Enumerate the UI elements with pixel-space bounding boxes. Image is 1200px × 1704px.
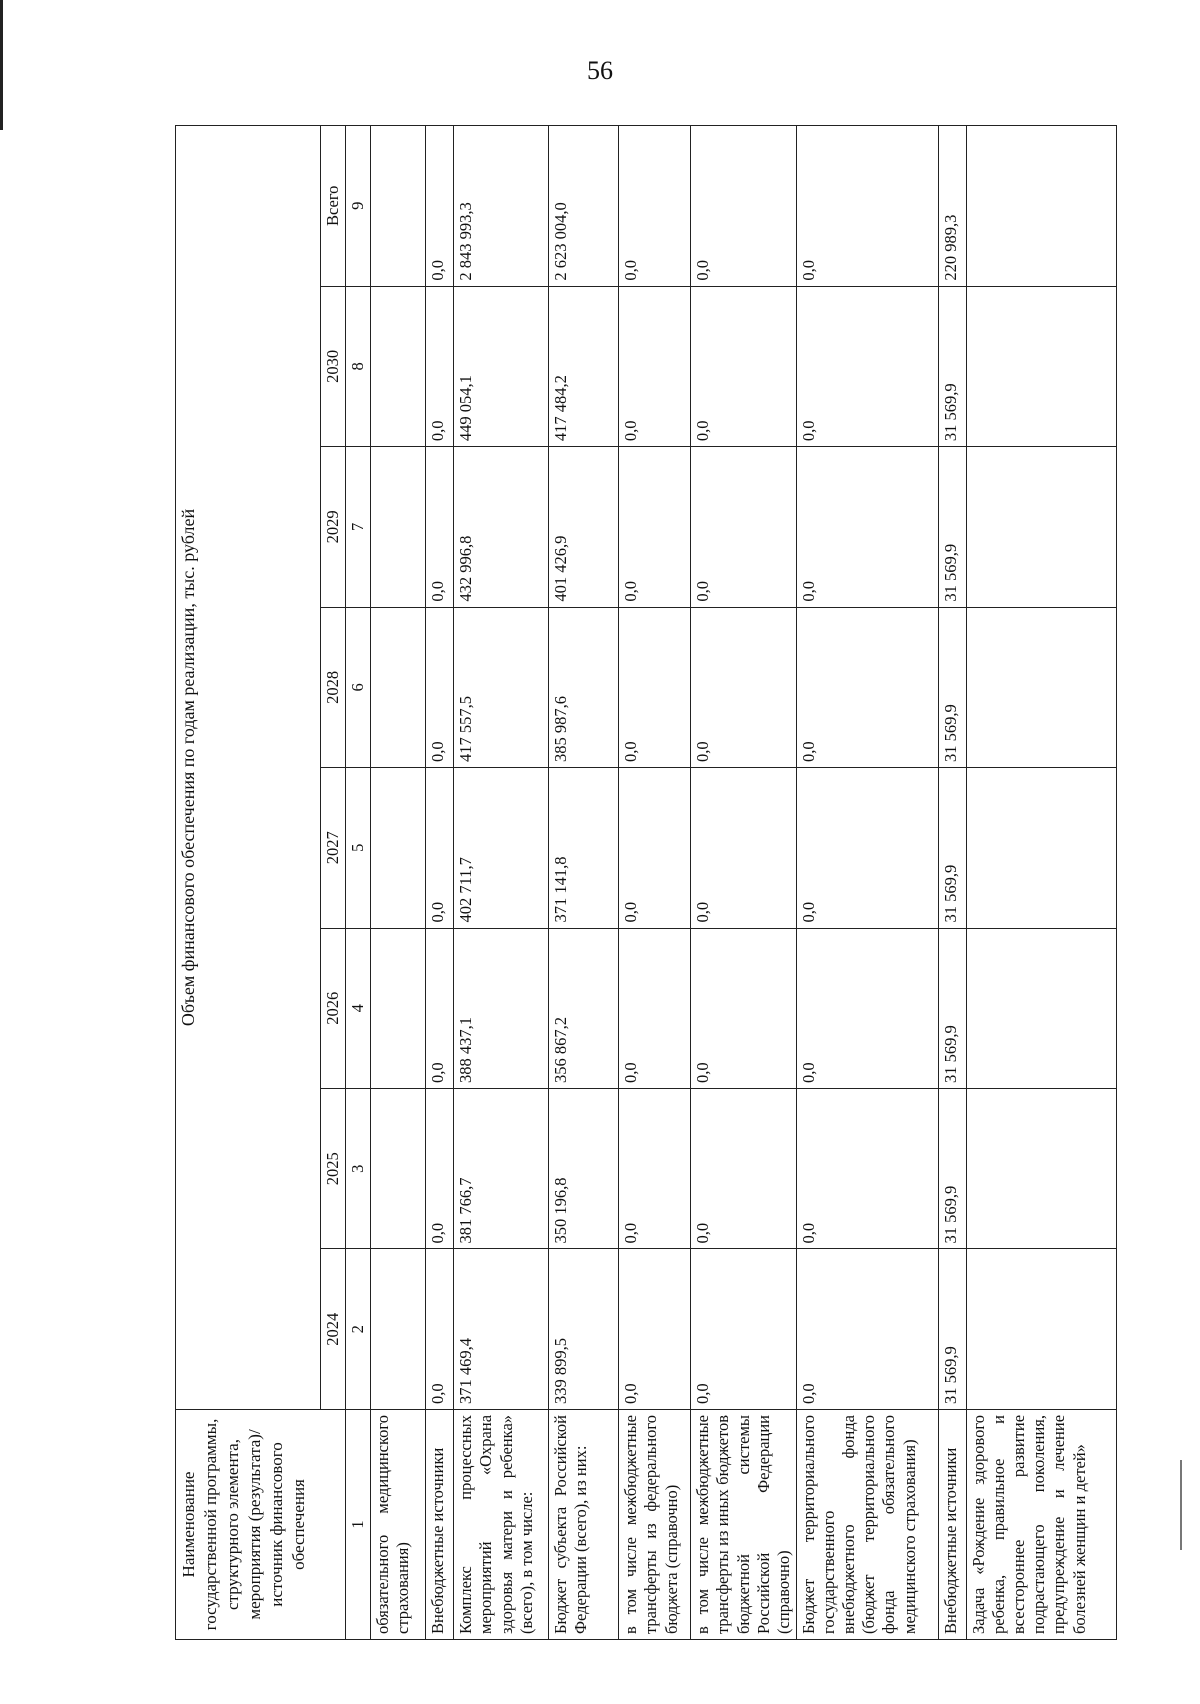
- row-value: 0,0: [691, 286, 797, 446]
- row-value: [966, 447, 1116, 607]
- row-value: 0,0: [691, 447, 797, 607]
- row-value: [371, 447, 426, 607]
- row-value: 31 569,9: [938, 768, 966, 928]
- volume-header: Объем финансового обеспечения по годам реализации, тыс. рублей: [176, 126, 321, 1410]
- column-number: 1: [346, 1409, 371, 1639]
- table-row: [371, 126, 426, 1640]
- row-value: 432 996,8: [454, 447, 549, 607]
- row-value: [966, 1089, 1116, 1249]
- row-value: 0,0: [426, 126, 454, 287]
- year-header: 2027: [321, 768, 346, 928]
- table-row: [454, 126, 549, 1640]
- row-value: 0,0: [426, 1089, 454, 1249]
- row-value: [966, 286, 1116, 446]
- row-value: 356 867,2: [549, 928, 619, 1088]
- row-value: 0,0: [426, 607, 454, 767]
- column-number: 4: [346, 928, 371, 1088]
- row-value: 0,0: [426, 286, 454, 446]
- name-column-header: Наименование государственной программы, структурного элемента, мероприятия (результата)/источник финансового обеспечения: [176, 1409, 346, 1639]
- column-number: 8: [346, 286, 371, 446]
- row-value: [966, 768, 1116, 928]
- row-value: 31 569,9: [938, 607, 966, 767]
- row-value: 0,0: [426, 447, 454, 607]
- row-value: 0,0: [619, 768, 691, 928]
- row-name: Бюджет субъекта Российской Федерации (всего), из них:: [549, 1409, 619, 1639]
- row-value: [966, 126, 1116, 287]
- row-value: 417 557,5: [454, 607, 549, 767]
- row-value: 417 484,2: [549, 286, 619, 446]
- row-value: 371 469,4: [454, 1249, 549, 1409]
- row-value: [371, 126, 426, 287]
- row-value: 2 623 004,0: [549, 126, 619, 287]
- table-row: [938, 126, 966, 1640]
- row-value: 0,0: [691, 928, 797, 1088]
- row-value: 0,0: [619, 607, 691, 767]
- table-row: [426, 126, 454, 1640]
- row-value: [966, 928, 1116, 1088]
- row-value: 0,0: [691, 1249, 797, 1409]
- row-name: в том числе межбюджетные трансферты из иных бюджетов бюджетной системы Российской Федерации (справочно): [691, 1409, 797, 1639]
- row-value: [371, 1089, 426, 1249]
- row-name: Комплекс процессных мероприятий «Охрана здоровья матери и ребенка» (всего), в том числе:: [454, 1409, 549, 1639]
- scan-edge-mark: [1180, 1460, 1182, 1550]
- year-header: 2030: [321, 286, 346, 446]
- table-row: [619, 126, 691, 1640]
- row-value: 401 426,9: [549, 447, 619, 607]
- row-name: в том числе межбюджетные трансферты из федерального бюджета (справочно): [619, 1409, 691, 1639]
- row-name: Бюджет территориального государственного внебюджетного фонда (бюджет территориального фонда обязательного медицинского страхования): [796, 1409, 938, 1639]
- row-value: [371, 286, 426, 446]
- row-value: [966, 1249, 1116, 1409]
- year-header: 2029: [321, 447, 346, 607]
- year-header: 2026: [321, 928, 346, 1088]
- row-value: 0,0: [796, 607, 938, 767]
- row-value: 0,0: [619, 126, 691, 287]
- row-value: 220 989,3: [938, 126, 966, 287]
- row-name: Задача «Рождение здорового ребенка, правильное и всестороннее развитие подрастающего поколения, предупреждение и лечение болезней женщин и детей»: [966, 1409, 1116, 1639]
- year-header: 2025: [321, 1089, 346, 1249]
- row-value: 0,0: [619, 1089, 691, 1249]
- row-value: 339 899,5: [549, 1249, 619, 1409]
- row-value: 0,0: [796, 126, 938, 287]
- column-number: 6: [346, 607, 371, 767]
- row-value: 0,0: [691, 607, 797, 767]
- row-value: 371 141,8: [549, 768, 619, 928]
- column-number: 3: [346, 1089, 371, 1249]
- table-row: [796, 126, 938, 1640]
- row-value: 0,0: [426, 768, 454, 928]
- row-value: 0,0: [691, 1089, 797, 1249]
- row-name: Внебюджетные источники: [938, 1409, 966, 1639]
- row-value: [371, 768, 426, 928]
- table-row: [966, 126, 1116, 1640]
- column-number: 9: [346, 126, 371, 287]
- row-name: Внебюджетные источники: [426, 1409, 454, 1639]
- row-value: [966, 607, 1116, 767]
- row-name: обязательного медицинского страхования): [371, 1409, 426, 1639]
- row-value: 0,0: [619, 286, 691, 446]
- row-value: [371, 928, 426, 1088]
- row-value: 0,0: [796, 768, 938, 928]
- page-number: 56: [587, 56, 613, 85]
- row-value: 381 766,7: [454, 1089, 549, 1249]
- row-value: 350 196,8: [549, 1089, 619, 1249]
- row-value: 31 569,9: [938, 1249, 966, 1409]
- column-number: 5: [346, 768, 371, 928]
- year-header: 2024: [321, 1249, 346, 1409]
- row-value: 0,0: [796, 286, 938, 446]
- row-value: 31 569,9: [938, 286, 966, 446]
- rotated-table-wrapper: [175, 125, 1115, 1640]
- row-value: 0,0: [796, 1089, 938, 1249]
- row-value: 0,0: [426, 1249, 454, 1409]
- row-value: 0,0: [619, 928, 691, 1088]
- row-value: 0,0: [691, 126, 797, 287]
- table-row: [691, 126, 797, 1640]
- row-value: 385 987,6: [549, 607, 619, 767]
- row-value: 0,0: [691, 768, 797, 928]
- row-value: [371, 1249, 426, 1409]
- column-number: 2: [346, 1249, 371, 1409]
- row-value: 388 437,1: [454, 928, 549, 1088]
- row-value: 0,0: [796, 1249, 938, 1409]
- row-value: 31 569,9: [938, 447, 966, 607]
- row-value: 0,0: [796, 928, 938, 1088]
- year-header: 2028: [321, 607, 346, 767]
- column-number: 7: [346, 447, 371, 607]
- row-value: 31 569,9: [938, 928, 966, 1088]
- row-value: 0,0: [796, 447, 938, 607]
- row-value: 402 711,7: [454, 768, 549, 928]
- financing-table: [175, 125, 1117, 1640]
- row-value: 449 054,1: [454, 286, 549, 446]
- row-value: 0,0: [426, 928, 454, 1088]
- row-value: [371, 607, 426, 767]
- row-value: 2 843 993,3: [454, 126, 549, 287]
- table-row: [549, 126, 619, 1640]
- row-value: 31 569,9: [938, 1089, 966, 1249]
- row-value: 0,0: [619, 1249, 691, 1409]
- row-value: 0,0: [619, 447, 691, 607]
- year-header: Всего: [321, 126, 346, 287]
